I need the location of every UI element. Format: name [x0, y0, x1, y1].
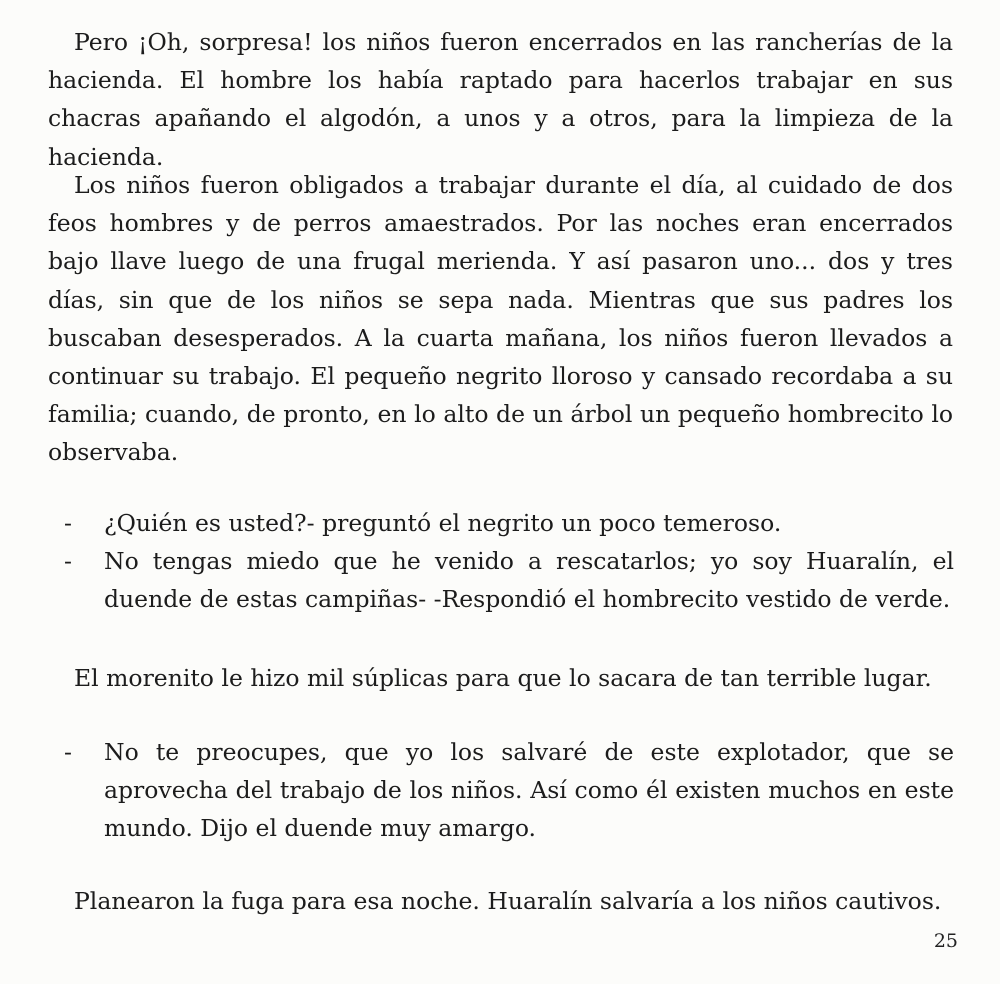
dialogue-line-2 — [64, 542, 954, 618]
dialogue-line-3-text: No te preocupes, que yo los salvaré de este explotador, que se aprovecha del trabajo de los niños. Así como él existen muchos en este mundo. Dijo el duende muy amargo. — [104, 738, 954, 843]
dialogue-block-1 — [64, 504, 954, 619]
dialogue-line-3 — [64, 733, 954, 848]
paragraph-3 — [48, 659, 953, 697]
paragraph-1 — [48, 23, 953, 176]
paragraph-4-text: Planearon la fuga para esa noche. Huaralín salvaría a los niños cautivos. — [74, 887, 942, 915]
dialogue-dash: - — [64, 509, 72, 537]
paragraph-1-text: Pero ¡Oh, sorpresa! los niños fueron encerrados en las rancherías de la hacienda. El hombre los había raptado para hacerlos trabajar en sus chacras apañando el algodón, a unos y a otros, para la limpieza de la hacienda. — [48, 28, 953, 171]
paragraph-2-text: Los niños fueron obligados a trabajar durante el día, al cuidado de dos feos hombres y de perros amaestrados. Por las noches eran encerrados bajo llave luego de una frugal merienda. Y así pasaron uno... dos y tres días, sin que de los niños se sepa nada. Mientras que sus padres los buscaban desesperados. A la cuarta mañana, los niños fueron llevados a continuar su trabajo. El pequeño negrito lloroso y cansado recordaba a su familia; cuando, de pronto, en lo alto de un árbol un pequeño hombrecito lo observaba. — [48, 171, 953, 467]
dialogue-dash: - — [64, 547, 72, 576]
dialogue-line-2-text: No tengas miedo que he venido a rescatarlos; yo soy Huaralín, el duende de estas campiñas- -Respondió el hombrecito vestido de verde. — [104, 547, 954, 614]
paragraph-4 — [48, 882, 953, 920]
dialogue-line-1 — [64, 504, 954, 542]
paragraph-2 — [48, 166, 953, 472]
page-number: 25 — [933, 930, 958, 952]
dialogue-block-2 — [64, 733, 954, 848]
paragraph-3-text: El morenito le hizo mil súplicas para que lo sacara de tan terrible lugar. — [74, 664, 932, 692]
dialogue-line-1-text: ¿Quién es usted?- preguntó el negrito un poco temeroso. — [104, 509, 782, 537]
dialogue-dash: - — [64, 738, 72, 766]
